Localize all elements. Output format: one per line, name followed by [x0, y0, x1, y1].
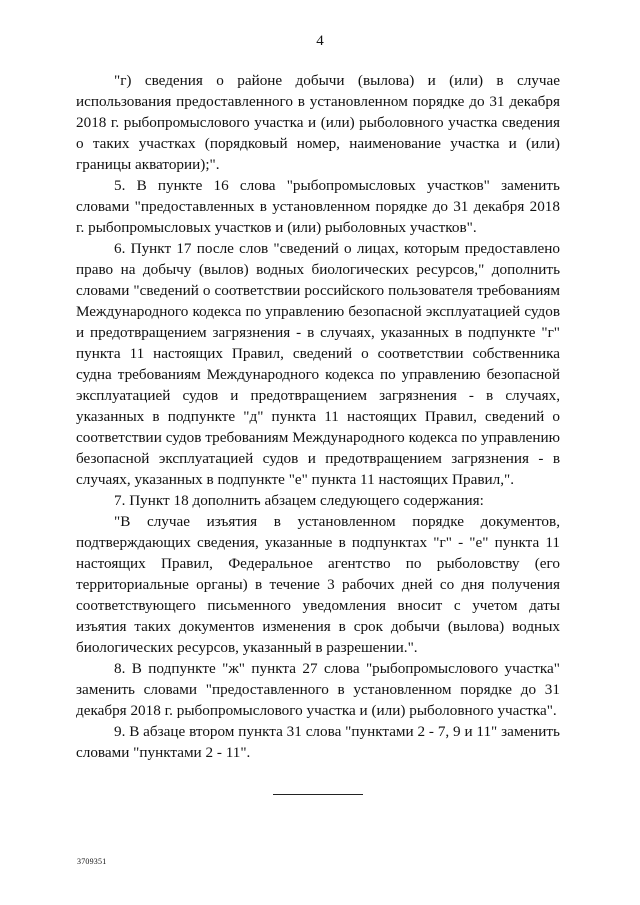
paragraph-item-7: 7. Пункт 18 дополнить абзацем следующего содержания:: [114, 492, 484, 509]
document-code: 3709351: [77, 857, 107, 866]
paragraph-item-9: 9. В абзаце втором пункта 31 слова "пунктами 2 - 7, 9 и 11" заменить словами "пунктами 2 - 11".: [76, 723, 560, 761]
paragraph-subitem-g: "г) сведения о районе добычи (вылова) и (или) в случае использования предоставленного в установленном порядке до 31 декабря 2018 г. рыбопромыслового участка и (или) рыболовного участка сведения о таких участках (порядковый номер, наименование участка и (или) границы акватории);".: [76, 72, 560, 173]
document-body: [76, 70, 560, 763]
paragraph-item-6: 6. Пункт 17 после слов "сведений о лицах, которым предоставлено право на добычу (вылов) водных биологических ресурсов," дополнить словами "сведений о соответствии российского пользователя требованиям Международного кодекса по управлению безопасной эксплуатацией судов и предотвращением загрязнения - в случаях, указанных в подпункте "г" пункта 11 настоящих Правил, сведений о соответствии собственника судна требованиям Международного кодекса по управлению безопасной эксплуатацией судов и предотвращением загрязнения - в случаях, указанных в подпункте "д" пункта 11 настоящих Правил, сведений о соответствии судов требованиям Международного кодекса по управлению безопасной эксплуатацией судов и предотвращением загрязнения - в случаях, указанных в подпункте "е" пункта 11 настоящих Правил,".: [76, 240, 560, 488]
paragraph-item-8: 8. В подпункте "ж" пункта 27 слова "рыбопромыслового участка" заменить словами "предоставленного в установленном порядке до 31 декабря 2018 г. рыбопромыслового участка и (или) рыболовного участка".: [76, 660, 560, 719]
paragraph-item-5: 5. В пункте 16 слова "рыбопромысловых участков" заменить словами "предоставленных в установленном порядке до 31 декабря 2018 г. рыбопромысловых участков и (или) рыболовных участков".: [76, 177, 560, 236]
page-number: 4: [316, 33, 324, 49]
end-separator-line: [273, 794, 363, 795]
paragraph-item-7-quote: "В случае изъятия в установленном порядке документов, подтверждающих сведения, указанные в подпунктах "г" - "е" пункта 11 настоящих Правил, Федеральное агентство по рыболовству (его территориальные органы) в течение 3 рабочих дней со дня получения соответствующего письменного уведомления вносит с учетом даты изъятия таких документов изменения в срок добычи (вылова) водных биологических ресурсов, указанный в разрешении.".: [76, 513, 560, 656]
